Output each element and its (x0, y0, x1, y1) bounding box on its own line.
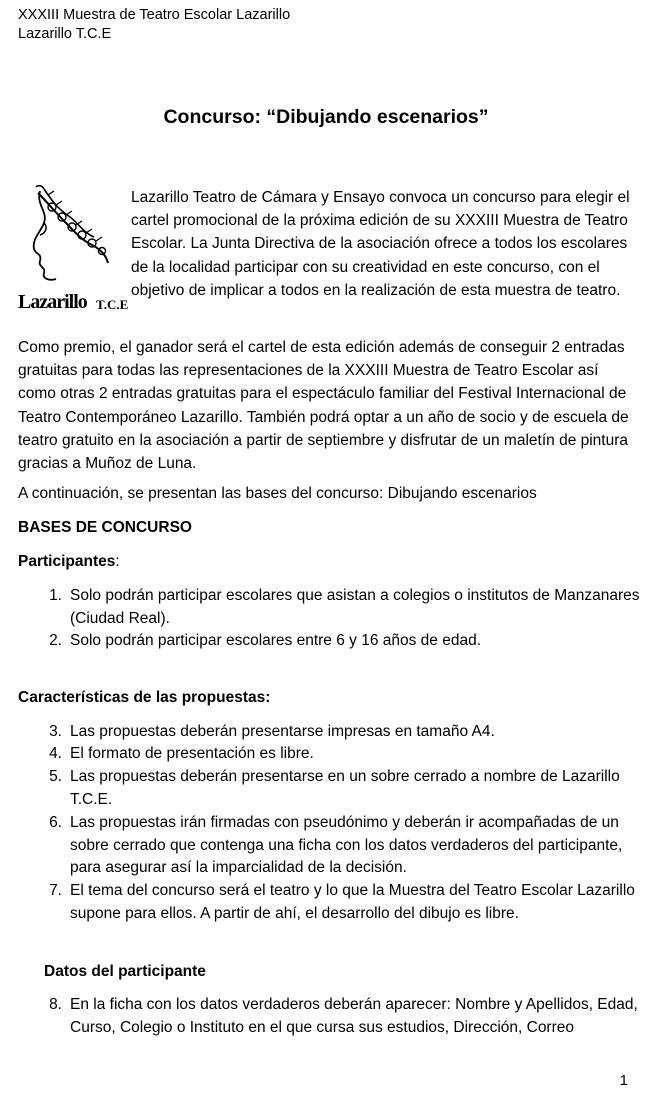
list-item-number: 2. (49, 632, 62, 649)
list-item (18, 630, 640, 653)
header-line-1: XXXIII Muestra de Teatro Escolar Lazarillo (18, 7, 291, 23)
intro-paragraph: Lazarillo Teatro de Cámara y Ensayo convoca un concurso para elegir el cartel promocional de la próxima edición de su XXXIII Muestra de Teatro Escolar. La Junta Directiva de la asociación ofrece a todos los escolares de la localidad participar con su creatividad en este concurso, con el objetivo de implicar a todos en la realización de esta muestra de teatro. (131, 189, 630, 299)
list-item (18, 812, 640, 880)
list-item-number: 5. (49, 768, 62, 785)
list-item-number: 7. (49, 882, 62, 899)
list-item (18, 994, 640, 1039)
list-item (18, 743, 640, 766)
list-item-text: Las propuestas irán firmadas con pseudónimo y deberán ir acompañadas de un sobre cerrado que contenga una ficha con los datos verdaderos del participante, para asegurar así la imparcialidad de la decisión. (70, 814, 623, 876)
list-item-number: 8. (49, 996, 62, 1013)
logo-suffix: T.C.E (96, 297, 129, 312)
list-item-text: El tema del concurso será el teatro y lo que la Muestra del Teatro Escolar Lazarillo supone para ellos. A partir de ahí, el desarrollo del dibujo es libre. (70, 882, 635, 922)
list-item-number: 6. (49, 814, 62, 831)
list-item-number: 1. (49, 587, 62, 604)
list-item-text: El formato de presentación es libre. (70, 745, 314, 762)
caracteristicas-heading: Características de las propuestas: (18, 689, 271, 706)
lazarillo-logo (18, 183, 129, 323)
list-item-text: Las propuestas deberán presentarse impresas en tamaño A4. (70, 723, 495, 740)
bases-heading: BASES DE CONCURSO (18, 519, 192, 536)
participantes-heading-text: Participantes (18, 553, 116, 570)
list-item-text: En la ficha con los datos verdaderos deberán aparecer: Nombre y Apellidos, Edad, Curso, Colegio o Instituto en el que cursa sus estudios, Dirección, Correo (70, 996, 638, 1036)
list-item-number: 4. (49, 745, 62, 762)
page-title: Concurso: “Dibujando escenarios” (163, 106, 489, 128)
list-item-number: 3. (49, 723, 62, 740)
datos-heading: Datos del participante (44, 963, 206, 980)
list-item-text: Las propuestas deberán presentarse en un sobre cerrado a nombre de Lazarillo T.C.E. (70, 768, 620, 808)
header-line-2: Lazarillo T.C.E (18, 26, 112, 42)
list-item-text: Solo podrán participar escolares entre 6 y 16 años de edad. (70, 632, 482, 649)
participantes-colon: : (115, 553, 120, 570)
page-number: 1 (619, 1072, 628, 1089)
premio-paragraph: Como premio, el ganador será el cartel de esta edición además de conseguir 2 entradas gratuitas para todas las representaciones de la XXXIII Muestra de Teatro Escolar así como otras 2 entradas gratuitas para el espectáculo familiar del Festival Internacional de Teatro Contemporáneo Lazarillo. También podrá optar a un año de socio y de escuela de teatro gratuito en la asociación a partir de septiembre y disfrutar de un maletín de pintura gracias a Muñoz de Luna. (18, 339, 629, 473)
list-item (18, 880, 640, 925)
list-item (18, 585, 640, 630)
list-item (18, 766, 640, 811)
list-item-text: Solo podrán participar escolares que asistan a colegios o institutos de Manzanares (Ciudad Real). (70, 587, 640, 627)
list-item (18, 721, 640, 744)
logo-wordmark: Lazarillo (18, 291, 87, 313)
participantes-heading (18, 550, 640, 573)
continuacion-paragraph: A continuación, se presentan las bases del concurso: Dibujando escenarios (18, 485, 537, 502)
